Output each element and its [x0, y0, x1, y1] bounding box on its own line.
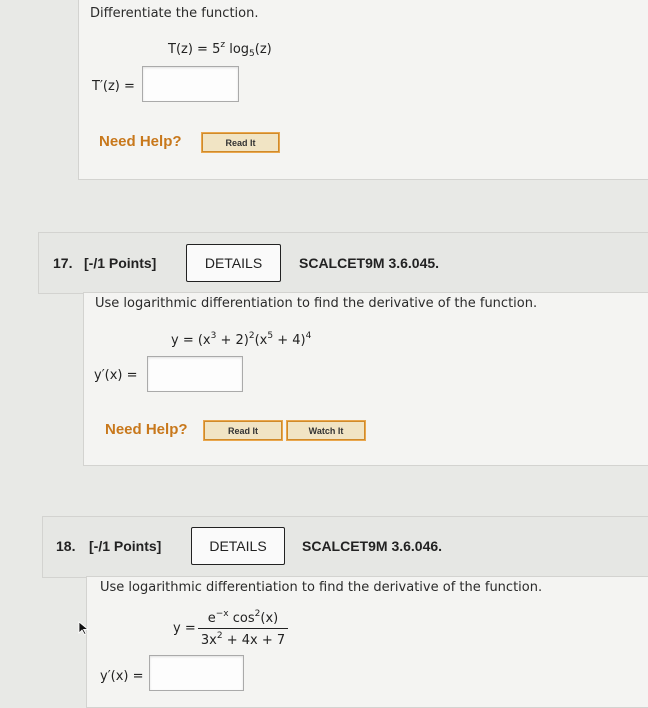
q18-number: 18.: [56, 538, 76, 554]
q18-answer-label: y′(x) =: [100, 669, 144, 684]
q18-instruction: Use logarithmic differentiation to find the derivative of the function.: [100, 580, 543, 595]
q18-details-button[interactable]: DETAILS: [191, 527, 285, 565]
q18-equation-fraction: [198, 609, 288, 648]
q16-instruction: Differentiate the function.: [90, 6, 259, 21]
q16-equation: $T(z) = 5^z$ $\log_5(z)$: [168, 40, 272, 59]
q18-reference: SCALCET9M 3.6.046.: [302, 538, 443, 554]
q17-points: [-/1 Points]: [84, 255, 157, 271]
mouse-cursor-icon: [78, 621, 90, 635]
q17-equation: $y = (x^3 + 2)^2(x^5 + 4)^4$: [171, 331, 312, 348]
q16-answer-label: T′(z) =: [92, 79, 135, 94]
q17-reference: SCALCET9M 3.6.045.: [299, 255, 440, 271]
q18-numerator: $e^{-x}$ $\cos^2(x)$: [207, 609, 279, 626]
q17-details-button[interactable]: DETAILS: [186, 244, 281, 282]
q17-number: 17.: [53, 255, 73, 271]
q17-answer-label: y′(x) =: [94, 368, 138, 383]
q16-answer-input[interactable]: [142, 66, 239, 102]
q17-watch-it-button[interactable]: Watch It: [287, 421, 365, 440]
q17-read-it-button[interactable]: Read It: [204, 421, 282, 440]
q18-denominator: $3x^2 + 4x + 7$: [200, 631, 286, 648]
q18-answer-input[interactable]: [149, 655, 244, 691]
q18-equation-lhs: y =: [173, 621, 196, 636]
q18-fraction-bar: [198, 628, 288, 629]
q16-need-help: Need Help?: [99, 133, 182, 150]
q17-answer-input[interactable]: [147, 356, 243, 392]
q17-need-help: Need Help?: [105, 421, 188, 438]
q16-read-it-button[interactable]: Read It: [202, 133, 279, 152]
q18-points: [-/1 Points]: [89, 538, 162, 554]
q17-instruction: Use logarithmic differentiation to find the derivative of the function.: [95, 296, 538, 311]
